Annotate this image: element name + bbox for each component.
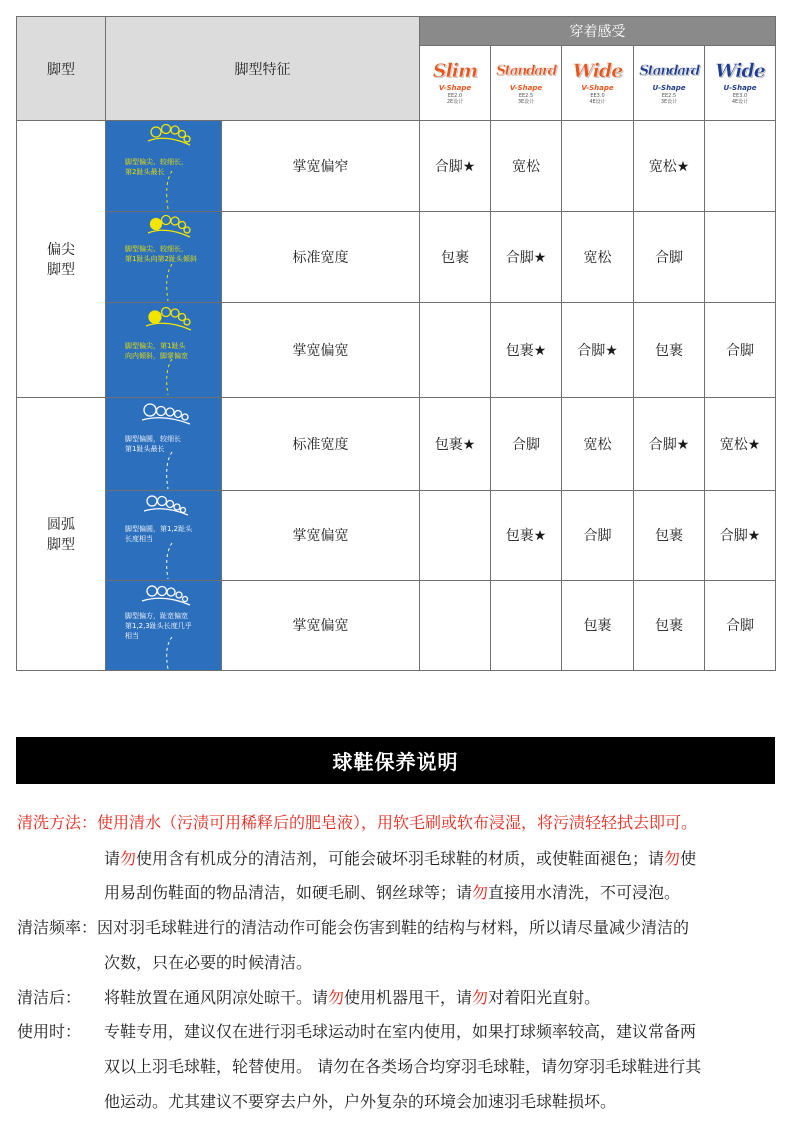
shoe-fit-table: [16, 16, 776, 671]
fit-value: [562, 121, 634, 212]
foot-illustration: [106, 580, 222, 670]
fit-value: 包裹: [634, 490, 705, 580]
logo-wide-v: Wide V-Shape EE3.0 4E设计: [562, 46, 634, 121]
group-label-pointed: 偏尖 脚型: [17, 121, 106, 397]
fit-value: 宽松★: [634, 121, 705, 212]
logo-standard-v: Standard V-Shape EE2.5 3E设计: [491, 46, 562, 121]
fit-value: [420, 303, 491, 397]
wash-note-line-1: 请勿使用含有机成分的清洁剂，可能会破坏羽毛球鞋的材质，或使鞋面褪色；请勿使: [104, 849, 697, 868]
foot-feature: 掌宽偏宽: [222, 303, 420, 397]
wash-method-label: 清洗方法：: [17, 813, 98, 832]
fit-value: 包裹★: [491, 303, 562, 397]
foot-illustration: [106, 490, 222, 580]
foot-description: 脚型偏尖，第1趾头 向内倾斜，脚掌偏宽: [125, 342, 188, 361]
fit-value: 合脚: [705, 303, 776, 397]
group-label-rounded: 圆弧 脚型: [17, 397, 106, 670]
clean-frequency-line-1: 清洁频率：因对羽毛球鞋进行的清洁动作可能会伤害到鞋的结构与材料，所以请尽量减少清洁的: [17, 918, 690, 937]
foot-description: 脚型偏尖、较细长， 第1趾头向第2趾头倾斜: [125, 245, 197, 264]
fit-value: 宽松★: [705, 397, 776, 490]
fit-value: 合脚: [562, 490, 634, 580]
foot-description: 脚型偏圆，较细长 第1趾头最长: [125, 434, 181, 453]
fit-value: [705, 121, 776, 212]
fit-value: 合脚: [634, 212, 705, 303]
fit-value: [705, 212, 776, 303]
foot-illustration: [106, 397, 222, 490]
fit-value: [491, 580, 562, 670]
logo-standard-u: Standard U-Shape EE2.5 3E设计: [634, 46, 705, 121]
fit-value: 合脚★: [562, 303, 634, 397]
fit-value: 宽松: [562, 397, 634, 490]
foot-feature: 掌宽偏窄: [222, 121, 420, 212]
foot-feature: 标准宽度: [222, 397, 420, 490]
care-section-title: 球鞋保养说明: [16, 737, 775, 784]
fit-value: 包裹: [420, 212, 491, 303]
fit-value: 宽松: [562, 212, 634, 303]
fit-value: [420, 490, 491, 580]
fit-value: 包裹: [634, 303, 705, 397]
wash-method-line: [17, 812, 697, 834]
usage-line-3: 他运动。尤其建议不要穿去户外，户外复杂的环境会加速羽毛球鞋损坏。: [104, 1092, 617, 1111]
fit-value: 合脚: [705, 580, 776, 670]
logo-wide-u: Wide U-Shape EE3.0 4E设计: [705, 46, 776, 121]
header-foot-features: 脚型特征: [106, 17, 420, 121]
fit-value: 合脚★: [420, 121, 491, 212]
foot-description: 脚型偏尖、较细长， 第2趾头最长: [125, 158, 188, 177]
foot-illustration: [106, 121, 222, 212]
fit-value: 合脚★: [705, 490, 776, 580]
wash-method-text: 使用清水（污渍可用稀释后的肥皂液），用软毛刷或软布浸湿，将污渍轻轻拭去即可。: [97, 813, 698, 832]
usage-line-1: 使用时： 专鞋专用，建议仅在进行羽毛球运动时在室内使用，如果打球频率较高，建议常备两: [17, 1022, 697, 1041]
fit-value: 宽松: [491, 121, 562, 212]
after-cleaning-line: 清洁后： 将鞋放置在通风阴凉处晾干。请勿使用机器甩干，请勿对着阳光直射。: [17, 988, 601, 1007]
foot-feature: 标准宽度: [222, 212, 420, 303]
fit-value: 合脚★: [634, 397, 705, 490]
fit-value: 合脚: [491, 397, 562, 490]
after-cleaning-label: 清洁后：: [17, 988, 82, 1007]
foot-feature: 掌宽偏宽: [222, 490, 420, 580]
clean-frequency-line-2: 次数，只在必要的时候清洁。: [104, 953, 313, 972]
logo-slim-v: Slim V-Shape EE2.0 2E设计: [420, 46, 491, 121]
header-wearing-feel: 穿着感受: [420, 17, 776, 46]
clean-frequency-label: 清洁频率：: [17, 918, 98, 937]
header-foot-type: 脚型: [17, 17, 106, 121]
foot-description: 脚型偏方，趾宽偏宽 第1,2,3趾头长度几乎 相当: [125, 611, 192, 640]
fit-value: 包裹: [634, 580, 705, 670]
fit-value: 包裹★: [491, 490, 562, 580]
fit-value: [420, 580, 491, 670]
fit-value: 合脚★: [491, 212, 562, 303]
foot-illustration: [106, 212, 222, 303]
usage-label: 使用时：: [17, 1022, 82, 1041]
foot-description: 脚型偏圆，第1,2趾头 长度相当: [125, 524, 193, 543]
foot-illustration: [106, 303, 222, 397]
wash-note-line-2: 用易刮伤鞋面的物品清洁，如硬毛刷、钢丝球等；请勿直接用水清洗，不可浸泡。: [104, 883, 681, 902]
fit-value: 包裹★: [420, 397, 491, 490]
foot-feature: 掌宽偏宽: [222, 580, 420, 670]
fit-value: 包裹: [562, 580, 634, 670]
usage-line-2: 双以上羽毛球鞋，轮替使用。 请勿在各类场合均穿羽毛球鞋，请勿穿羽毛球鞋进行其: [104, 1057, 702, 1076]
